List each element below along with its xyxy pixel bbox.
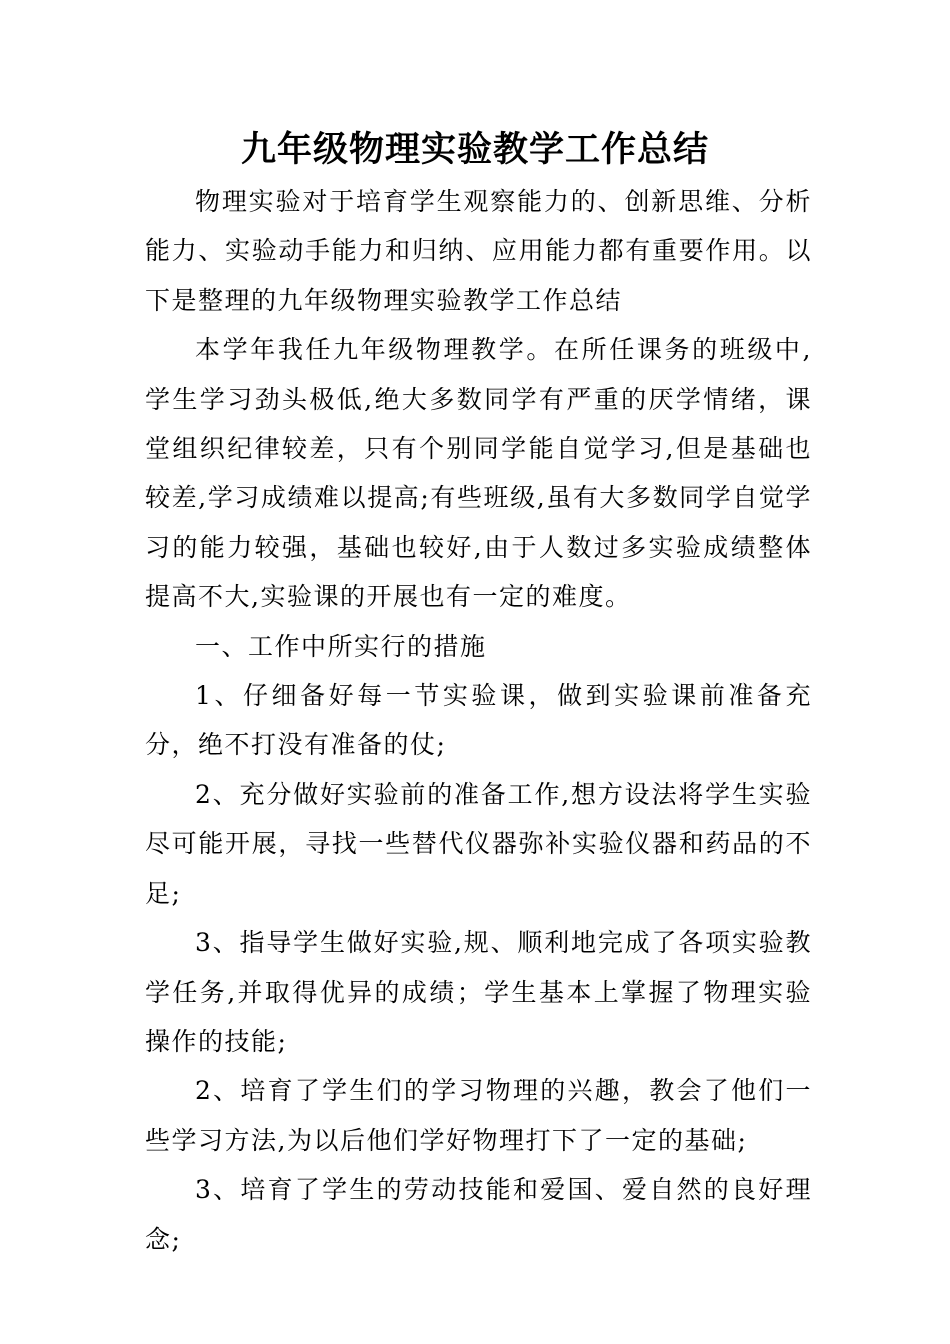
paragraph-situation: 本学年我任九年级物理教学。在所任课务的班级中,学生学习劲头极低,绝大多数同学有严重的厌学情绪，课堂组织纪律较差，只有个别同学能自觉学习,但是基础也较差,学习成绩难以提高;有些班级,虽有大多数同学自觉学习的能力较强，基础也较好,由于人数过多实验成绩整体提高不大,实验课的开展也有一定的难度。 <box>145 335 812 612</box>
paragraph-measure-1: 1、仔细备好每一节实验课，做到实验课前准备充分，绝不打没有准备的仗; <box>145 681 812 760</box>
document-body <box>145 177 812 1264</box>
paragraph-measure-2: 2、充分做好实验前的准备工作,想方设法将学生实验尽可能开展，寻找一些替代仪器弥补实验仪器和药品的不足; <box>145 779 812 908</box>
paragraph-result-2: 2、培育了学生们的学习物理的兴趣，教会了他们一些学习方法,为以后他们学好物理打下了一定的基础; <box>145 1076 812 1155</box>
document-title: 九年级物理实验教学工作总结 <box>240 129 709 170</box>
paragraph-intro: 物理实验对于培育学生观察能力的、创新思维、分析能力、实验动手能力和归纳、应用能力都有重要作用。以下是整理的九年级物理实验教学工作总结 <box>145 187 812 315</box>
paragraph-result-3: 3、培育了学生的劳动技能和爱国、爱自然的良好理念; <box>145 1175 812 1254</box>
paragraph-measure-3: 3、指导学生做好实验,规、顺利地完成了各项实验教学任务,并取得优异的成绩；学生基本上掌握了物理实验操作的技能; <box>145 928 812 1056</box>
section-heading-measures: 一、工作中所实行的措施 <box>195 631 487 661</box>
